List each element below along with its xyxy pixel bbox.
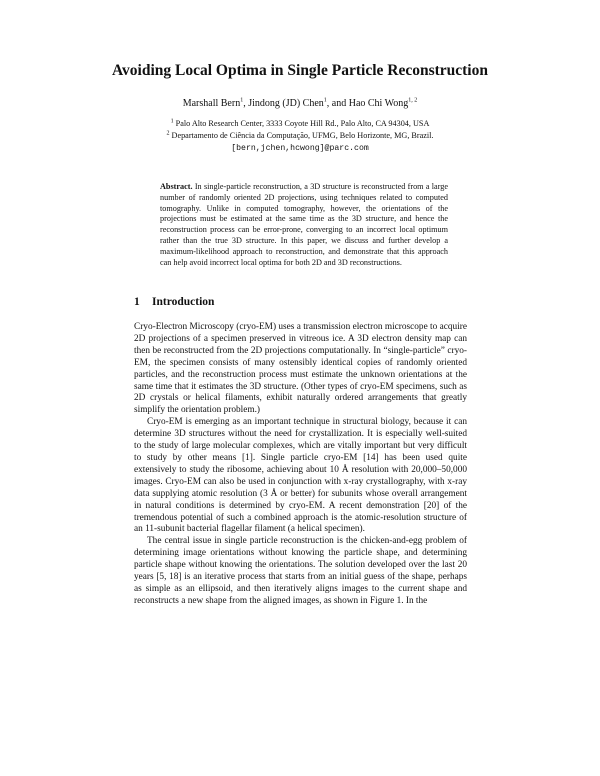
affiliation-mark: 1 — [170, 118, 174, 125]
affiliation-line — [0, 118, 600, 129]
author-affiliation-mark: 1 — [323, 97, 327, 104]
author-name: Hao Chi Wong — [348, 98, 409, 109]
author-separator: , — [243, 98, 249, 109]
affiliation-mark: 2 — [166, 130, 170, 137]
affiliation-text: Palo Alto Research Center, 3333 Coyote Hill Rd., Palo Alto, CA 94304, USA — [175, 119, 430, 128]
abstract-text: In single-particle reconstruction, a 3D structure is reconstructed from a large number of randomly oriented 2D projections, using techniques related to computed tomography. Unlike in computed tomography, however, the orientations of the projections must be estimated at the same time as the 3D structure, and hence the reconstruction process can be error-prone, converging to an incorrect local optimum rather than the true 3D structure. In this paper, we discuss and further develop a maximum-likelihood approach to reconstruction, and demonstrate that this approach can help avoid incorrect local optima for both 2D and 3D reconstructions. — [160, 182, 448, 267]
author-name: Jindong (JD) Chen — [248, 98, 324, 109]
abstract — [160, 182, 448, 268]
author-list — [0, 98, 600, 109]
section-heading — [134, 296, 214, 308]
paragraph: The central issue in single particle reconstruction is the chicken-and-egg problem of determining image orientations without knowing the particle shape, and determining particle shape without knowing the orientations. The solution developed over the last 20 years [5, 18] is an iterative process that starts from an initial guess of the shape, perhaps as simple as an ellipsoid, and then iteratively aligns images to the current shape and reconstructs a new shape from the aligned images, as shown in Figure 1. In the — [134, 536, 467, 606]
affiliation-line — [0, 130, 600, 141]
author-separator: , and — [326, 98, 349, 109]
body-text — [134, 322, 467, 608]
affiliation-text: Departamento de Ciência da Computação, UFMG, Belo Horizonte, MG, Brazil. — [171, 131, 434, 140]
paragraph: Cryo-Electron Microscopy (cryo-EM) uses a transmission electron microscope to acquire 2D projections of a specimen preserved in vitreous ice. A 3D electron density map can then be reconstructed from the 2D projections computationally. In “single-particle” cryo-EM, the specimen consists of many ostensibly identical copies of randomly oriented particles, and the reconstruction process must estimate the unknown orientations at the same time that it estimates the 3D structure. (Other types of cryo-EM specimens, such as 2D crystals or helical filaments, exhibit naturally ordered arrangements that greatly simplify the orientation problem.) — [134, 322, 467, 416]
paragraph: Cryo-EM is emerging as an important technique in structural biology, because it can determine 3D structures without the need for crystallization. It is especially well-suited to the study of large molecular complexes, which are vitally important but very difficult to study by other means [1]. Single particle cryo-EM [14] has been used quite extensively to study the ribosome, achieving about 10 Å resolution with 20,000–50,000 images. Cryo-EM can also be used in conjunction with x-ray crystallography, with x-ray data supplying atomic resolution (3 Å or better) for subunits whose overall arrangement in natural conditions is determined by cryo-EM. A recent demonstration [20] of the tremendous potential of such a combined approach is the atomic-resolution structure of an 11-subunit bacterial flagellar filament (a helical specimen). — [134, 417, 467, 535]
author-email: [bern,jchen,hcwong]@parc.com — [231, 144, 369, 153]
email-line — [0, 142, 600, 154]
section-number: 1 — [134, 296, 140, 308]
section-title: Introduction — [152, 296, 215, 308]
paper-title: Avoiding Local Optima in Single Particle Reconstruction — [111, 62, 488, 79]
author-affiliation-mark: 1 — [240, 97, 244, 104]
author-name: Marshall Bern — [182, 98, 241, 109]
abstract-label: Abstract. — [160, 182, 193, 191]
author-affiliation-mark: 1, 2 — [408, 97, 418, 104]
